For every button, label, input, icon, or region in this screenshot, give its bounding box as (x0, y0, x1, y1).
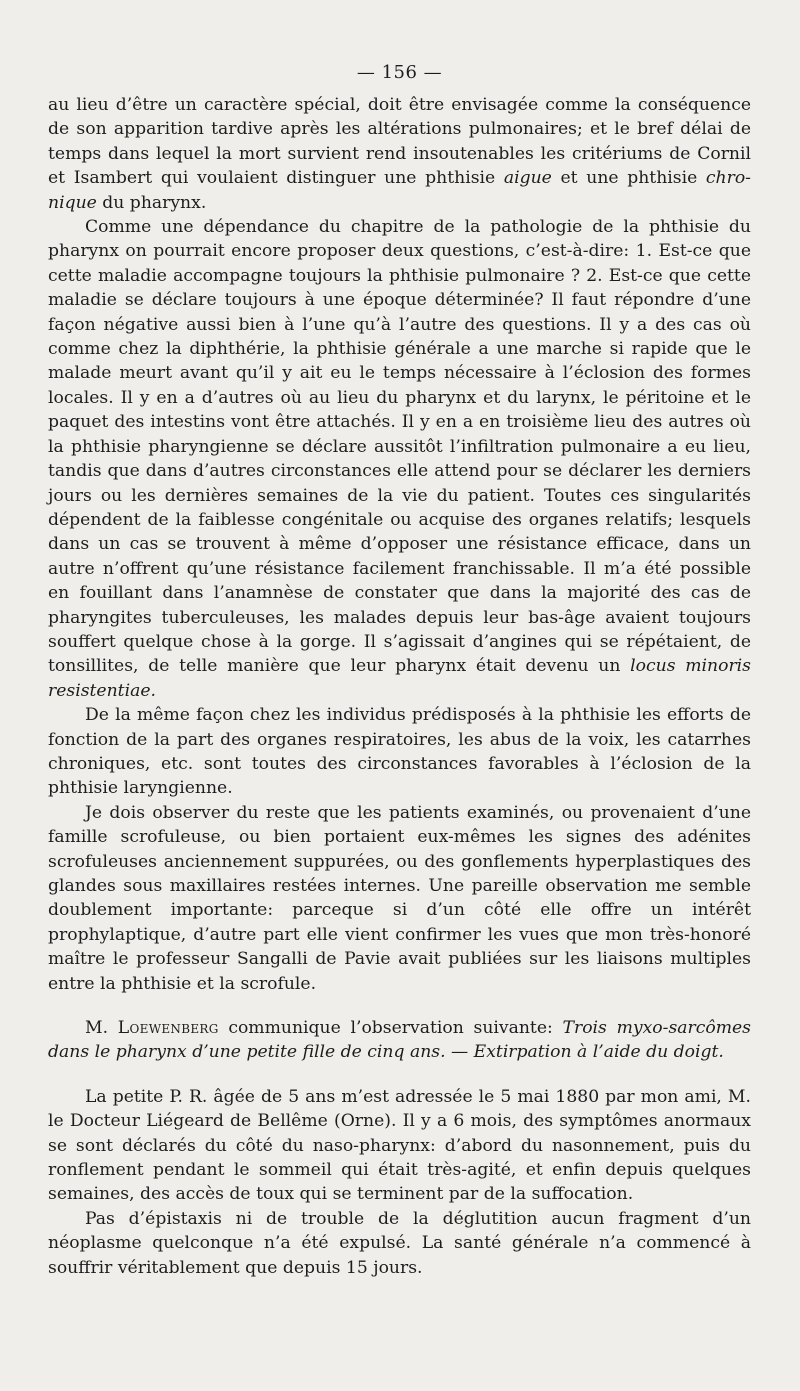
author-prefix: M. (85, 1018, 118, 1039)
paragraph-scrofula (48, 801, 751, 996)
paragraph-text: du pharynx. (96, 192, 207, 213)
author-name: Loewenberg (117, 1018, 219, 1039)
page-number: — 156 — (356, 62, 443, 83)
paragraph-text: et une phthisie (551, 168, 706, 189)
communication-heading (48, 1016, 751, 1065)
paragraph-text: La petite P. R. âgée de 5 ans m’est adressée le 5 mai 1880 par mon ami, M. le Docteur Liégeard de Bellême (Orne). Il y a 6 mois, des symptômes anormaux se sont déclarés du côté du naso-pharynx: d’abord du nasonnement, puis du ronflement pendant le sommeil qui était très-agité, et enfin depuis quelques semaines, des accès de toux qui se terminent par de la suffocation. (48, 1086, 751, 1205)
paragraph-predisposition (48, 703, 751, 801)
paragraph-text: communique l’observation suivante: (218, 1018, 563, 1039)
paragraph-text: De la même façon chez les individus prédisposés à la phthisie les efforts de fonction de la part des organes respiratoires, les abus de la voix, les catarrhes chroniques, etc. sont toutes des circonstances favorables à l’éclosion de la phthisie laryngienne. (48, 705, 751, 799)
paragraph-text: Je dois observer du reste que les patients examinés, ou provenaient d’une famille scrofuleuse, ou bien portaient eux-mêmes les signes des adénites scrofuleuses anciennement suppurées, ou des gonflements hyperplastiques des glandes sous maxillaires restées internes. Une pareille observation me semble doublement importante: parceque si d’un côté elle offre un intérêt prophylaptique, d’autre part elle vient confirmer les vues que mon très-honoré maître le professeur Sangalli de Pavie avait publiées sur les liaisons multiples entre la phthisie et la scrofule. (48, 802, 751, 994)
paragraph-text: Pas d’épistaxis ni de trouble de la déglutition aucun fragment d’un néoplasme quelconque n’a été expulsé. La santé générale n’a commencé à souffrir véritablement que depuis 15 jours. (48, 1208, 751, 1278)
paragraph-text: Comme une dépendance du chapitre de la pathologie de la phthisie du pharynx on pourrait encore proposer deux questions, c’est-à-dire: 1. Est-ce que cette maladie accompagne toujours la phthisie pulmonaire ? 2. Est-ce que cette maladie se déclare toujours à une époque déterminée? Il faut répondre d’une façon négative aussi bien à l’une qu’à l’autre des questions. Il y a des cas où comme chez la diphthérie, la phthisie générale a une marche si rapide que le malade meurt avant qu’il y ait eu le temps nécessaire à l’éclosion des formes locales. Il y en a d’autres où au lieu du pharynx et du larynx, le péritoine et le paquet des intestins vont être attachés. Il y en a en troisième lieu des autres où la phthisie pharyngienne se déclare aussitôt l’infiltration pulmonaire a eu lieu, tandis que dans d’autres circonstances elle attend pour se déclarer les derniers jours ou les dernières semaines de la vie du patient. Toutes ces singularités dépendent de la faiblesse congénitale ou acquise des organes relatifs; lesquels dans un cas se trouvent à même d’opposer une résistance efficace, dans un autre n’offrent qu’une résistance facilement franchissable. Il m’a été possible en fouillant dans l’anamnèse de constater que dans la majorité des cas de pharyngites tuberculeuses, les malades depuis leur bas-âge avaient toujours souffert quelque chose à la gorge. Il s’agissait d’angines qui se répétaient, de tonsillites, de telle manière que leur pharynx était devenu un (48, 217, 751, 677)
paragraph-symptoms (48, 1207, 751, 1280)
communication-title: Trois myxo-sarcômes dans le pharynx d’une petite fille de cinq ans. — Extirpation à l’aide du doigt. (48, 1018, 752, 1063)
italic-term: locus minoris resistentiae. (48, 656, 751, 701)
paragraph-phthisis-questions (48, 215, 751, 703)
paragraph-continuation (48, 93, 751, 215)
italic-term: aigue (503, 168, 552, 189)
paragraph-case-history (48, 1085, 751, 1207)
italic-term: chro-nique (48, 168, 751, 213)
paragraph-text: au lieu d’être un caractère spécial, doit être envisagée comme la conséquence de son apparition tardive après les altérations pulmonaires; et le bref délai de temps dans lequel la mort survient rend insoutenables les critériums de Cornil et Isambert qui voulaient distinguer une phthisie (48, 95, 751, 189)
